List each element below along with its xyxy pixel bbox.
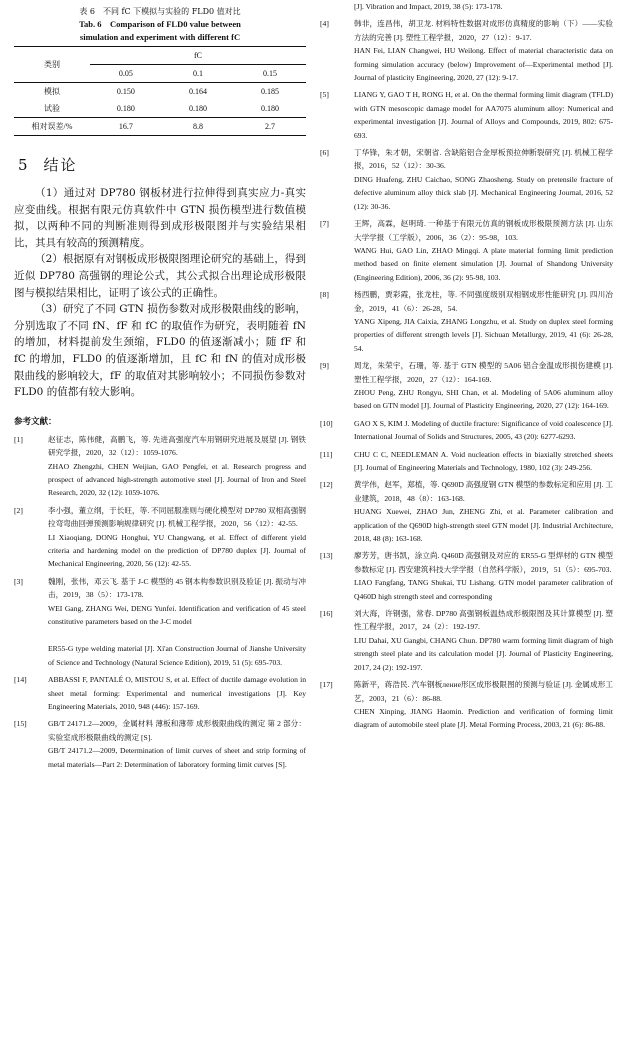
reference-entry — [14, 642, 306, 669]
references-heading: 参考文献： — [14, 416, 57, 427]
reference-entry — [320, 288, 613, 355]
reference-text-en: ZHOU Peng, ZHU Rongyu, SHI Chan, et al. Modeling of 5A06 aluminum alloy based on GTN model [J]. Journal of Plasticity Engineering, 2020, 27 (12): 164-169. — [354, 387, 613, 411]
reference-text-en: CHEN Xinping, JIANG Haomin. Prediction and verification of forming limit diagram of automobile steel plate [J]. Metal Forming Process, 2003, 21 (6): 86-88. — [354, 706, 613, 730]
reference-entry — [14, 673, 306, 713]
col-header: 0.05 — [90, 65, 162, 83]
reference-number: [13] — [320, 551, 333, 561]
reference-entry — [320, 417, 613, 444]
reference-number: [14] — [14, 675, 27, 685]
cell: 2.7 — [234, 118, 306, 136]
reference-text-cn: 黄学伟，赵军，郑植，等. Q690D 高强度钢 GTN 模型的参数标定和应用 [J]. 工业建筑，2018，48（8）：163-168. — [354, 480, 613, 503]
reference-list-left — [14, 433, 306, 629]
reference-text-en: ABBASSI F, PANTALÉ O, MISTOU S, et al. Effect of ductile damage evolution in sheet metal forming: Experimental and numerical investigations [J]. Key Engineering Materials, 2010, 948 (446): 157-169. — [48, 675, 306, 712]
reference-entry — [320, 448, 613, 475]
reference-text-en: GAO X S, KIM J. Modeling of ductile fracture: Significance of void coalescence [J]. International Journal of Solids and Structures, 2005, 43 (20): 6277-6293. — [354, 418, 613, 442]
reference-list-left-cont — [14, 642, 306, 771]
reference-text-en: GB/T 24171.2—2009, Determination of limit curves of sheet and strip forming of metal materials—Part 2: Determination of laboratory forming limit curves [S]. — [48, 746, 306, 769]
row-header: 类别 — [14, 47, 90, 83]
reference-text-en: WANG Hui, GAO Lin, ZHAO Mingqi. A plate material forming limit prediction method based on finite element simulation [J]. Journal of Shandong University (Engineering Edition), 2006, 36 (2): 95-98, 103. — [354, 245, 613, 282]
reference-text-en: HAN Fei, LIAN Changwei, HU Weilong. Effect of material characteristic data on forming simulation accuracy (below) Improvement of—Experimental method [J]. Journal of plasticity Engineering, 2020, 27 (12): 9-17. — [354, 46, 613, 83]
row-label: 模拟 — [43, 87, 60, 96]
reference-text-en: WEI Gang, ZHANG Wei, DENG Yunfei. Identification and verification of 45 steel constitutive parameters based on the J-C model — [48, 603, 306, 626]
reference-number: [12] — [320, 480, 333, 490]
section-title: 结论 — [43, 156, 78, 174]
reference-entry — [14, 575, 306, 629]
reference-number: [16] — [320, 609, 333, 619]
reference-text-en: ZHAO Zhengzhi, CHEN Weijian, GAO Pengfei, et al. Research progress and prospect of advanced high-strength automotive steel [J]. Journal of Iron and Steel Research, 2020, 32 (12): 1059-1076. — [48, 461, 306, 498]
reference-number: [17] — [320, 680, 333, 690]
reference-entry — [320, 88, 613, 142]
right-column — [320, 0, 613, 736]
reference-number: [5] — [320, 90, 329, 100]
table-caption-cn: 表 6 不同 fC 下模拟与实验的 FLD0 值对比 — [79, 7, 241, 16]
reference-text-en: LI Xiaoqiang, DONG Honghui, YU Changwang, et al. Effect of different yield criteria and hardening model on the prediction of DP780 duplex [J]. Journal of Mechanical Engineering, 2020, 56 (12): 42-55. — [48, 532, 306, 569]
reference-entry — [320, 217, 613, 284]
reference-number: [4] — [320, 19, 329, 29]
reference-number: [1] — [14, 434, 23, 444]
reference-number: [9] — [320, 361, 329, 371]
reference-text-cn: 丁华锋，朱才朝，宋朝省. 含缺陷铝合金厚板预拉伸断裂研究 [J]. 机械工程学报，2016，52（12）：30-36. — [354, 148, 613, 171]
reference-entry — [14, 504, 306, 571]
reference-list-right — [320, 0, 613, 732]
reference-text-cn: 赵征志，陈伟健，高鹏飞，等. 先进高强度汽车用钢研究进展及展望 [J]. 钢铁研究学报，2020，32（12）：1059-1076. — [48, 434, 306, 458]
reference-text-cn: 陈新平，蒋浩民. 汽车钢板ление形区成形极限图的预测与验证 [J]. 金属成形工艺，2003，21（6）：86-88. — [354, 680, 613, 703]
reference-number: [15] — [14, 719, 27, 729]
reference-entry — [320, 607, 613, 674]
reference-number: [2] — [14, 505, 23, 515]
reference-entry — [14, 717, 306, 771]
reference-text-cn: 李小强，董立纲，于长旺，等. 不同屈服准则与硬化模型对 DP780 双相高强钢拉弯弯曲回弹预测影响规律研究 [J]. 机械工程学报，2020，56（12）：42-55. — [48, 505, 306, 529]
reference-text-en: HUANG Xuewei, ZHAO Jun, ZHENG Zhi, et al. Parameter calibration and application of the Q690D high-strength steel GTN model [J]. Industrial Architecture, 2018, 48 (8): 163-168. — [354, 507, 613, 544]
reference-number: [8] — [320, 290, 329, 300]
col-group-header: fC — [90, 47, 306, 65]
cell: 0.164 — [188, 87, 207, 96]
table-row — [14, 118, 306, 136]
reference-text-en: LIU Dahai, XU Gangbi, CHANG Chun. DP780 warm forming limit diagram of high strength steel plate and its calculation model [J]. Journal of Plasticity Engineering, 2017, 24 (2): 192-197. — [354, 635, 613, 672]
section-number: 5 — [18, 156, 30, 174]
left-column — [14, 0, 306, 775]
reference-entry — [320, 359, 613, 413]
cell: 16.7 — [90, 118, 162, 136]
reference-text-cn: 刘大海，许钢强，常春. DP780 高强钢板温热成形极限图及其计算模型 [J]. 塑性工程学报，2017，24（2）：192-197. — [354, 609, 613, 632]
table-caption-en-1: Tab. 6 Comparison of FLD0 value between — [79, 19, 241, 29]
reference-entry — [320, 478, 613, 545]
reference-text-en: CHU C C, NEEDLEMAN A. Void nucleation effects in biaxially stretched sheets [J]. Journal of Engineering Materials and Technology, 1980, 102 (3): 249-256. — [354, 449, 613, 472]
cell: 0.180 — [162, 100, 234, 118]
row-label: 试验 — [14, 100, 90, 118]
cell: 0.150 — [116, 87, 135, 96]
reference-entry — [320, 146, 613, 213]
col-header: 0.1 — [162, 65, 234, 83]
reference-text-cn: 魏刚，张伟，邓云飞. 基于 J-C 模型的 45 钢本构参数识别及验证 [J]. 振动与冲击，2019，38（5）：173-178. — [48, 576, 306, 600]
reference-entry — [320, 17, 613, 84]
comparison-table — [14, 46, 306, 136]
reference-text-cn: 廖芳芳，唐书凯，涂立尚. Q460D 高强钢及对应的 ER55-G 型焊材的 GTN 模型参数标定 [J]. 西安建筑科技大学学报（自然科学版），2019，51（5）：695-703. — [354, 551, 613, 574]
reference-text-en: YANG Xipeng, JIA Caixia, ZHANG Longzhu, et al. Study on duplex steel forming properties of different strength levels [J]. Sichuan Metallurgy, 2019, 41 (6): 26-28, 54. — [354, 316, 613, 353]
conclusion-paragraph: （2）根据原有对钢板成形极限图理论研究的基础上，得到近似 DP780 高强钢的理论公式，其公式拟合出理论成形极限图与模拟结果相比，证明了该公式的正确性。 — [14, 253, 306, 299]
reference-text-en: ER55-G type welding material [J]. Xi'an Construction Journal of Jianshe University of Science and Technology (Natural Science Edition), 2019, 51 (5): 695-703. — [48, 644, 306, 667]
table-row — [14, 100, 306, 118]
table-caption-en-2: simulation and experiment with different fC — [79, 32, 241, 42]
reference-text-cn: 王辉，高霖，赵明琦. 一种基于有限元仿真的钢板成形极限预测方法 [J]. 山东大学学报（工学版），2006，36（2）：95-98，103. — [354, 219, 613, 242]
reference-text-cn: GB/T 24171.2—2009，金属材料 薄板和薄带 成形极限曲线的测定 第 2 部分：实验室成形极限曲线的测定 [S]. — [48, 719, 306, 742]
reference-number: [11] — [320, 449, 333, 459]
reference-entry — [320, 678, 613, 732]
reference-text-en: LIAO Fangfang, TANG Shukai, TU Lishang. GTN model parameter calibration of Q460D high strength steel and corresponding — [354, 578, 613, 601]
cell: 8.8 — [162, 118, 234, 136]
reference-number: [10] — [320, 418, 333, 428]
col-header: 0.15 — [234, 65, 306, 83]
reference-text-cn: 杨西鹏，贾彩霞，张龙柱，等. 不同强度级别双相钢成形性能研究 [J]. 四川冶金，2019，41（6）：26-28，54. — [354, 290, 613, 313]
cell: 0.180 — [234, 100, 306, 118]
reference-number: [6] — [320, 148, 329, 158]
reference-text-en: DING Huafeng, ZHU Caichao, SONG Zhaosheng. Study on pretensile fracture of defective aluminum alloy thick slab [J]. Mechanical Engineering Journal, 2016, 52 (12): 30-36. — [354, 174, 613, 211]
cell: 0.185 — [260, 87, 279, 96]
reference-text-cn: 周龙，朱荣宇，石珊，等. 基于 GTN 模型的 5A06 铝合金温成形损伤建模 [J]. 塑性工程学报，2020，27（12）：164-169. — [354, 361, 613, 384]
conclusion-paragraph: （3）研究了不同 GTN 损伤参数对成形极限曲线的影响，分别选取了不同 fN、fF 和 fC 的取值作为研究，表明随着 fN 的增加，材料提前发生颈缩，FLD0 的值逐渐减小；随 fF 和 fC 的增加，FLD0 的值逐渐增加，且 fC 和 fN 的值对成形极限曲线的影响较大，fF 的取值对其影响较小；不同损伤参数对 FLD0 的值都有较大影响。 — [14, 303, 306, 399]
reference-text-en: LIANG Y, GAO T H, RONG H, et al. On the thermal forming limit diagram (TFLD) with GTN mesoscopic damage model for AA7075 aluminum alloy: Numerical and experimental investigation [J]. Journal of Alloys and Compounds, 2019, 802: 675-693. — [354, 90, 613, 140]
table-row — [14, 83, 306, 101]
conclusion-paragraph: （1）通过对 DP780 钢板材进行拉伸得到真实应力-真实应变曲线。根据有限元仿真软件中 GTN 损伤模型进行数值模拟，以两种不同的判断准则得到成形极限图并与实验结果相比，其具有较高的预测精度。 — [14, 187, 306, 249]
cell: 0.180 — [90, 100, 162, 118]
reference-text-cn: 韩非，连昌伟，胡卫龙. 材料特性数据对成形仿真精度的影响（下）——实验方法的完善 [J]. 塑性工程学报，2020，27（12）：9-17. — [354, 19, 613, 42]
reference-text-en: [J]. Vibration and Impact, 2019, 38 (5): 173-178. — [354, 2, 503, 11]
row-label: 相对误差/% — [14, 118, 90, 136]
reference-entry — [320, 549, 613, 603]
section-heading — [18, 154, 306, 175]
reference-entry — [320, 0, 613, 13]
reference-number: [3] — [14, 576, 23, 586]
reference-number: [7] — [320, 219, 329, 229]
reference-entry — [14, 433, 306, 500]
